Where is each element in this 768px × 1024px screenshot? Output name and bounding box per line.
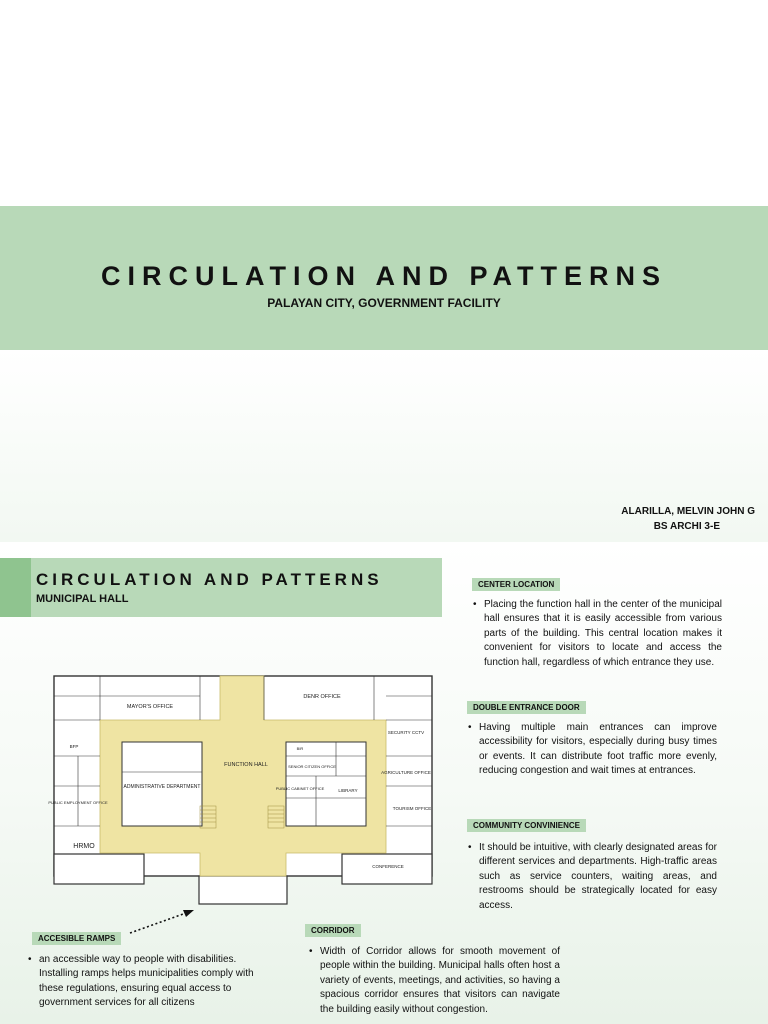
content-slide	[0, 542, 768, 1024]
label-mayors-office: MAYOR'S OFFICE	[126, 704, 174, 710]
tag-ramps: ACCESIBLE RAMPS	[32, 932, 121, 945]
plan-offices-room	[286, 742, 366, 826]
slide-subtitle: PALAYAN CITY, GOVERNMENT FACILITY	[267, 296, 501, 310]
tag-double-entrance: DOUBLE ENTRANCE DOOR	[467, 701, 586, 714]
course-name: BS ARCHI 3-E	[653, 521, 720, 532]
label-hrmo: HRMO	[73, 843, 95, 850]
label-tourism: TOURISM OFFICE	[392, 806, 432, 811]
floor-plan	[48, 676, 432, 906]
title-band	[0, 206, 768, 350]
plan-entrance	[199, 876, 287, 904]
label-bir: BIR	[296, 746, 304, 751]
label-library: LIBRARY	[338, 788, 358, 793]
label-public-cabinet: PUBLIC CABINET OFFICE	[275, 786, 325, 791]
plan-left-wing	[54, 854, 144, 884]
author-name: ALARILLA, MELVIN JOHN G	[621, 506, 755, 517]
header-accent	[0, 558, 31, 617]
text-corridor: • Width of Corridor allows for smooth movement of people within the building. Municipal halls often host a variety of events, meetings, and activities, so having a spacious corridor ensures that visitors can navigate the building easily without congestion.	[309, 946, 560, 1015]
content-header	[0, 558, 442, 617]
plan-right-wing	[342, 854, 432, 884]
label-denr: DENR OFFICE	[303, 694, 341, 700]
text-community: • It should be intuitive, with clearly designated areas for different services and departments. High-traffic areas such as service counters, waiting areas, and restrooms should be strategically located for easy access.	[468, 842, 717, 911]
content-subtitle: MUNICIPAL HALL	[36, 593, 129, 605]
label-admin: ADMINISTRATIVE DEPARTMENT	[123, 784, 201, 790]
tag-corridor: CORRIDOR	[305, 924, 361, 937]
text-ramps: • an accessible way to people with disabilities. Installing ramps helps municipalities comply with these regulations, ensuring equal access to government services for all citizens	[28, 954, 254, 1009]
tag-center-location: CENTER LOCATION	[472, 578, 560, 591]
label-peso: PUBLIC EMPLOYMENT OFFICE	[48, 800, 108, 805]
tag-community: COMMUNITY CONVINIENCE	[467, 819, 586, 832]
slide-title: CIRCULATION AND PATTERNS	[101, 261, 667, 291]
ramp-arrow-icon	[128, 907, 198, 937]
label-agriculture: AGRICULTURE OFFICE	[381, 770, 431, 775]
label-bfp: BFP	[69, 744, 79, 749]
label-function-hall: FUNCTION HALL	[224, 762, 268, 768]
label-security: SECURITY CCTV	[387, 730, 425, 735]
text-center-location: • Placing the function hall in the center of the municipal hall ensures that it is easily accessible from various parts of the building. This central location makes it convenient for visitors to locate and access the function hall, regardless of which entrance they use.	[473, 599, 722, 668]
label-conference: CONFERENCE	[372, 864, 404, 869]
label-senior: SENIOR CITIZEN OFFICE	[288, 764, 336, 769]
content-title: CIRCULATION AND PATTERNS	[36, 570, 383, 589]
text-double-entrance: • Having multiple main entrances can improve accessibility for visitors, especially during busy times or events. It can distribute foot traffic more evenly, reducing congestion and wait times at entrances.	[468, 722, 717, 777]
